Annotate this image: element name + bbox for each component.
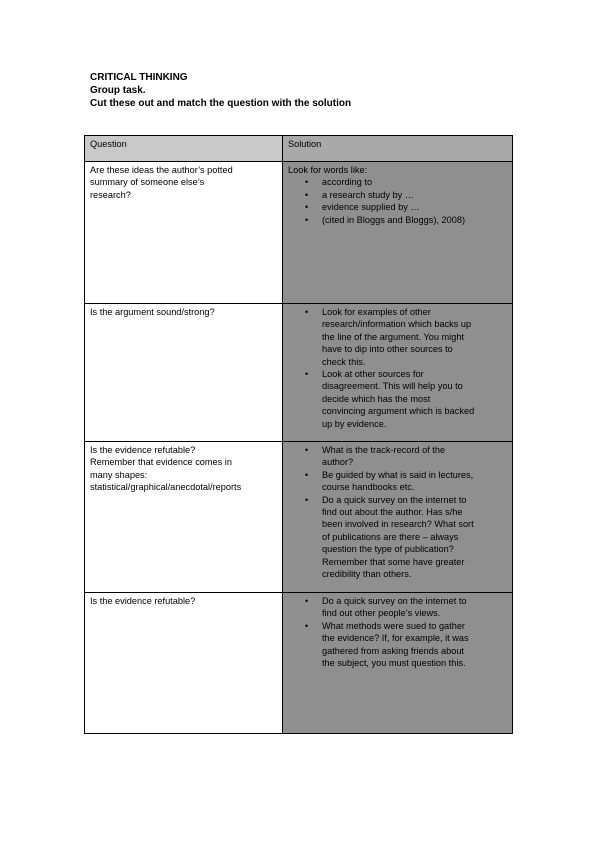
question-cell [85, 304, 283, 442]
solution-text-line: • Do a quick survey on the internet to [322, 494, 467, 505]
solution-cell [283, 593, 513, 734]
question-text-line: Are these ideas the author’s potted [90, 165, 233, 175]
solution-bullet-item [288, 469, 507, 494]
solution-bullet-item [288, 306, 507, 368]
solution-text-line: credibility than others. [322, 569, 412, 580]
question-text-line: Is the argument sound/strong? [90, 307, 215, 317]
question-text-line: research? [90, 189, 131, 200]
question-text-line: Is the evidence refutable? [90, 445, 196, 455]
solution-text-line: Remember that some have greater [322, 556, 465, 567]
question-text-line: statistical/graphical/anecdotal/reports [90, 482, 242, 493]
solution-text-line: • Do a quick survey on the internet to [322, 596, 467, 606]
solution-text-line: check this. [322, 356, 366, 367]
solution-text-line: of publications are there – always [322, 531, 459, 542]
solution-text-line: the subject, you must question this. [322, 658, 466, 669]
question-cell [85, 593, 283, 734]
solution-text-line: find out about the author. Has s/he [322, 507, 463, 518]
solution-bullet-list [288, 176, 507, 226]
solution-text-line: author? [322, 457, 354, 468]
solution-text-line: • (cited in Bloggs and Bloggs), 2008) [322, 214, 466, 225]
solution-intro: Look for words like: [288, 165, 368, 175]
solution-text-line: the line of the argument. You might [322, 331, 464, 342]
solution-text-line: the evidence? If, for example, it was [322, 633, 469, 644]
solution-bullet-item [288, 620, 507, 670]
solution-bullet-item [288, 444, 507, 469]
column-header-solution: Solution [283, 136, 513, 162]
solution-bullet-item [288, 368, 507, 430]
solution-bullet-list [288, 306, 507, 430]
solution-text-line: convincing argument which is backed [322, 406, 475, 417]
document-instruction: Cut these out and match the question with the solution [90, 98, 352, 109]
question-text-line: Remember that evidence comes in [90, 457, 232, 468]
solution-bullet-list [288, 595, 507, 669]
solution-cell [283, 162, 513, 304]
question-cell [85, 162, 283, 304]
solution-text-line: question the type of publication? [322, 544, 454, 555]
document-title: CRITICAL THINKING [90, 72, 188, 83]
solution-text-line: • What methods were sued to gather [322, 620, 465, 631]
solution-text-line: • evidence supplied by … [322, 202, 420, 213]
solution-text-line: up by evidence. [322, 418, 387, 429]
solution-text-line: research/information which backs up [322, 319, 472, 330]
solution-text-line: • What is the track-record of the [322, 445, 446, 455]
column-header-question: Question [85, 136, 283, 162]
question-solution-table [84, 135, 513, 734]
table-row [85, 442, 513, 593]
solution-bullet-item [288, 214, 507, 226]
solution-text-line: gathered from asking friends about [322, 645, 464, 656]
table-row [85, 304, 513, 442]
question-text-line: Is the evidence refutable? [90, 596, 196, 606]
solution-text-line: find out other people’s views. [322, 608, 441, 619]
question-text-line: summary of someone else’s [90, 177, 205, 188]
solution-cell [283, 442, 513, 593]
solution-text-line: • according to [322, 177, 373, 188]
solution-bullet-list [288, 444, 507, 580]
solution-text-line: • Be guided by what is said in lectures, [322, 469, 474, 480]
solution-text-line: have to dip into other sources to [322, 344, 453, 355]
solution-text-line: course handbooks etc. [322, 482, 415, 493]
document-header [90, 71, 351, 110]
solution-bullet-item [288, 176, 507, 188]
solution-bullet-item [288, 201, 507, 213]
question-text-line: many shapes: [90, 469, 148, 480]
solution-text-line: decide which has the most [322, 393, 431, 404]
solution-cell [283, 304, 513, 442]
table-row [85, 162, 513, 304]
solution-text-line: been involved in research? What sort [322, 519, 474, 530]
question-cell [85, 442, 283, 593]
solution-text-line: disagreement. This will help you to [322, 381, 463, 392]
solution-text-line: • Look for examples of other [322, 307, 431, 317]
solution-bullet-item [288, 494, 507, 581]
solution-text-line: • a research study by … [322, 189, 414, 200]
table-row [85, 593, 513, 734]
solution-bullet-item [288, 595, 507, 620]
solution-text-line: • Look at other sources for [322, 369, 424, 380]
document-subtitle: Group task. [90, 85, 146, 96]
solution-bullet-item [288, 189, 507, 201]
